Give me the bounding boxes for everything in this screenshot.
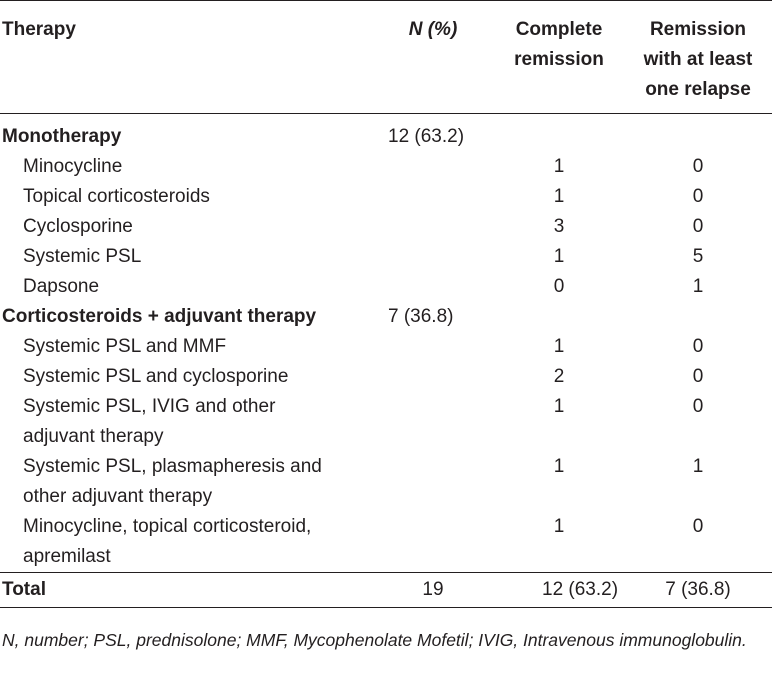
relapse-count: 0 (692, 336, 704, 357)
header-n-percent: N (%) (408, 19, 458, 40)
total-row (0, 573, 772, 608)
group-label: Corticosteroids + adjuvant therapy (2, 306, 317, 327)
complete-remission-count: 1 (553, 396, 565, 417)
therapy-label-line: Systemic PSL and MMF (23, 336, 227, 357)
relapse-count: 1 (692, 276, 704, 297)
complete-remission-count: 1 (553, 516, 565, 537)
relapse-count: 0 (692, 396, 704, 417)
therapy-label-line: adjuvant therapy (23, 426, 164, 447)
header-complete-line1: Complete (515, 19, 603, 40)
therapy-n-empty (372, 272, 494, 302)
therapy-row (0, 512, 772, 573)
table-header (0, 1, 772, 114)
therapy-label (0, 332, 372, 362)
total-complete: 12 (63.2) (542, 579, 619, 600)
relapse-count: 0 (692, 156, 704, 177)
therapy-label-line: Systemic PSL, plasmapheresis and (23, 456, 322, 477)
therapy-n-empty (372, 332, 494, 362)
header-complete-remission (494, 1, 624, 114)
complete-remission-count: 1 (553, 336, 565, 357)
therapy-n-empty (372, 182, 494, 212)
therapy-n-empty (372, 152, 494, 182)
group-relapse-empty (624, 114, 772, 153)
total-n: 19 (422, 579, 444, 600)
therapy-label-line: Cyclosporine (23, 216, 133, 237)
header-relapse-line1: Remission (649, 19, 747, 40)
therapy-label-line: Systemic PSL (23, 246, 142, 267)
header-relapse-line2: with at least (643, 49, 753, 70)
header-remission-relapse (624, 1, 772, 114)
total-label: Total (2, 579, 46, 600)
therapy-n-empty (372, 452, 494, 512)
therapy-label-line: Minocycline, topical corticosteroid, (23, 516, 312, 537)
therapy-label (0, 242, 372, 272)
therapy-n-empty (372, 212, 494, 242)
therapy-n-empty (372, 362, 494, 392)
relapse-count: 0 (692, 186, 704, 207)
therapy-label-line: other adjuvant therapy (23, 486, 213, 507)
therapy-row (0, 152, 772, 182)
therapy-label-line: Systemic PSL and cyclosporine (23, 366, 289, 387)
therapy-row (0, 392, 772, 452)
relapse-count: 0 (692, 216, 704, 237)
therapy-row (0, 362, 772, 392)
relapse-count: 1 (692, 456, 704, 477)
therapy-label (0, 392, 372, 452)
group-n-percent: 7 (36.8) (388, 306, 454, 327)
group-label: Monotherapy (2, 126, 122, 147)
therapy-label (0, 272, 372, 302)
therapy-label (0, 512, 372, 573)
table-body (0, 114, 772, 608)
group-complete-empty (494, 114, 624, 153)
therapy-label (0, 212, 372, 242)
complete-remission-count: 0 (553, 276, 565, 297)
therapy-n-empty (372, 512, 494, 573)
therapy-label-line: Topical corticosteroids (23, 186, 210, 207)
therapy-label (0, 152, 372, 182)
therapy-n-empty (372, 242, 494, 272)
therapy-label-line: Dapsone (23, 276, 100, 297)
group-relapse-empty (624, 302, 772, 332)
header-relapse-line3: one relapse (645, 79, 751, 100)
complete-remission-count: 1 (553, 456, 565, 477)
therapy-label (0, 362, 372, 392)
therapy-row (0, 182, 772, 212)
therapy-label (0, 452, 372, 512)
therapy-row (0, 212, 772, 242)
therapy-n-empty (372, 392, 494, 452)
therapy-label-line: Systemic PSL, IVIG and other (23, 396, 276, 417)
header-row (0, 1, 772, 114)
complete-remission-count: 1 (553, 156, 565, 177)
relapse-count: 5 (692, 246, 704, 267)
therapy-label-line: apremilast (23, 546, 111, 567)
total-relapse: 7 (36.8) (665, 579, 731, 600)
therapy-row (0, 332, 772, 362)
header-therapy: Therapy (2, 19, 76, 40)
relapse-count: 0 (692, 366, 704, 387)
group-row (0, 302, 772, 332)
therapy-row (0, 272, 772, 302)
table-footnote: N, number; PSL, prednisolone; MMF, Mycophenolate Mofetil; IVIG, Intravenous immunoglobulin. (2, 630, 747, 650)
therapy-label-line: Minocycline (23, 156, 123, 177)
therapy-label (0, 182, 372, 212)
group-n-percent: 12 (63.2) (388, 126, 465, 147)
complete-remission-count: 1 (553, 246, 565, 267)
complete-remission-count: 2 (553, 366, 565, 387)
group-row (0, 114, 772, 153)
group-complete-empty (494, 302, 624, 332)
therapy-row (0, 452, 772, 512)
header-complete-line2: remission (514, 49, 604, 70)
relapse-count: 0 (692, 516, 704, 537)
therapy-row (0, 242, 772, 272)
complete-remission-count: 1 (553, 186, 565, 207)
complete-remission-count: 3 (553, 216, 565, 237)
